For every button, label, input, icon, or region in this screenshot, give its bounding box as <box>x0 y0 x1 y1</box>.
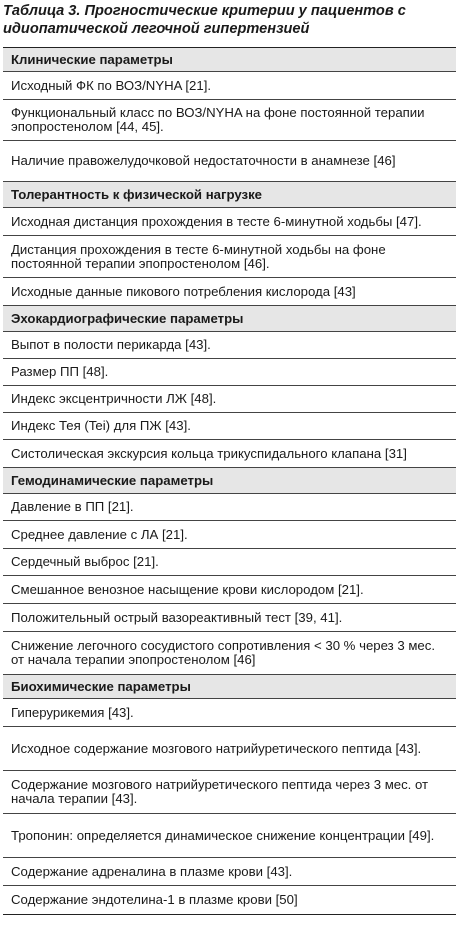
criterion-text: Дистанция прохождения в тесте 6-минутной ходьбы на фоне постоянной терапии эпопростенолом [46]. <box>11 241 386 271</box>
table-row <box>3 521 456 549</box>
section-header <box>3 468 456 494</box>
criterion-text: Сердечный выброс [21]. <box>11 554 159 569</box>
table-row <box>3 699 456 727</box>
section-header-text: Толерантность к физической нагрузке <box>11 186 263 202</box>
table-row <box>3 858 456 886</box>
criterion-text: Систолическая экскурсия кольца трикуспидального клапана [31] <box>11 445 407 461</box>
criterion-text: Функциональный класс по ВОЗ/NYHA на фоне постоянной терапии эпопростенолом [44, 45]. <box>11 105 425 134</box>
criteria-table <box>3 47 456 915</box>
table-row <box>3 440 456 468</box>
table-row <box>3 413 456 440</box>
table-row <box>3 278 456 306</box>
criterion-text: Исходная дистанция прохождения в тесте 6-минутной ходьбы [47]. <box>11 213 422 229</box>
criterion-text: Размер ПП [48]. <box>11 364 109 379</box>
criterion-text: Индекс эксцентричности ЛЖ [48]. <box>11 391 217 406</box>
table-row <box>3 100 456 141</box>
table-row <box>3 727 456 771</box>
table-row <box>3 494 456 521</box>
table-row <box>3 141 456 182</box>
table-row <box>3 886 456 914</box>
criterion-text: Снижение легочного сосудистого сопротивления < 30 % через 3 мес. от начала терапии эпопростенолом [46] <box>11 638 436 667</box>
table-row <box>3 814 456 858</box>
table-row <box>3 72 456 100</box>
table-row <box>3 236 456 278</box>
table-row <box>3 359 456 386</box>
criterion-text: Исходный ФК по ВОЗ/NYHA [21]. <box>11 77 212 93</box>
section-header <box>3 182 456 208</box>
table-row <box>3 632 456 675</box>
criterion-text: Выпот в полости перикарда [43]. <box>11 337 211 352</box>
criterion-text: Тропонин: определяется динамическое снижение концентрации [49]. <box>11 827 435 843</box>
criterion-text: Положительный острый вазореактивный тест [39, 41]. <box>11 609 343 625</box>
section-header-text: Клинические параметры <box>11 51 173 67</box>
criterion-text: Исходное содержание мозгового натрийуретического пептида [43]. <box>11 740 422 756</box>
table-row <box>3 604 456 632</box>
table-row <box>3 208 456 236</box>
section-header-text: Эхокардиографические параметры <box>11 310 244 326</box>
criterion-text: Содержание мозгового натрийуретического пептида через 3 мес. от начала терапии [43]. <box>11 777 429 806</box>
criterion-text: Содержание эндотелина-1 в плазме крови [50] <box>11 892 298 907</box>
table-row <box>3 576 456 604</box>
table-title: Таблица 3. Прогностические критерии у пациентов с идиопатической легочной гипертензией <box>3 3 406 37</box>
section-header <box>3 306 456 332</box>
table-row <box>3 771 456 814</box>
criterion-text: Содержание адреналина в плазме крови [43]. <box>11 863 293 879</box>
criterion-text: Давление в ПП [21]. <box>11 499 134 514</box>
section-header-text: Биохимические параметры <box>11 678 191 694</box>
criterion-text: Гиперурикемия [43]. <box>11 704 134 720</box>
section-header-text: Гемодинамические параметры <box>11 472 214 488</box>
table-row <box>3 332 456 359</box>
criterion-text: Смешанное венозное насыщение крови кислородом [21]. <box>11 581 364 597</box>
criterion-text: Наличие правожелудочковой недостаточности в анамнезе [46] <box>11 153 396 168</box>
section-header <box>3 675 456 699</box>
section-header <box>3 48 456 72</box>
table-row <box>3 386 456 413</box>
criterion-text: Исходные данные пикового потребления кислорода [43] <box>11 283 356 299</box>
table-row <box>3 549 456 576</box>
criterion-text: Среднее давление с ЛА [21]. <box>11 526 188 542</box>
criterion-text: Индекс Тея (Tei) для ПЖ [43]. <box>11 418 191 433</box>
